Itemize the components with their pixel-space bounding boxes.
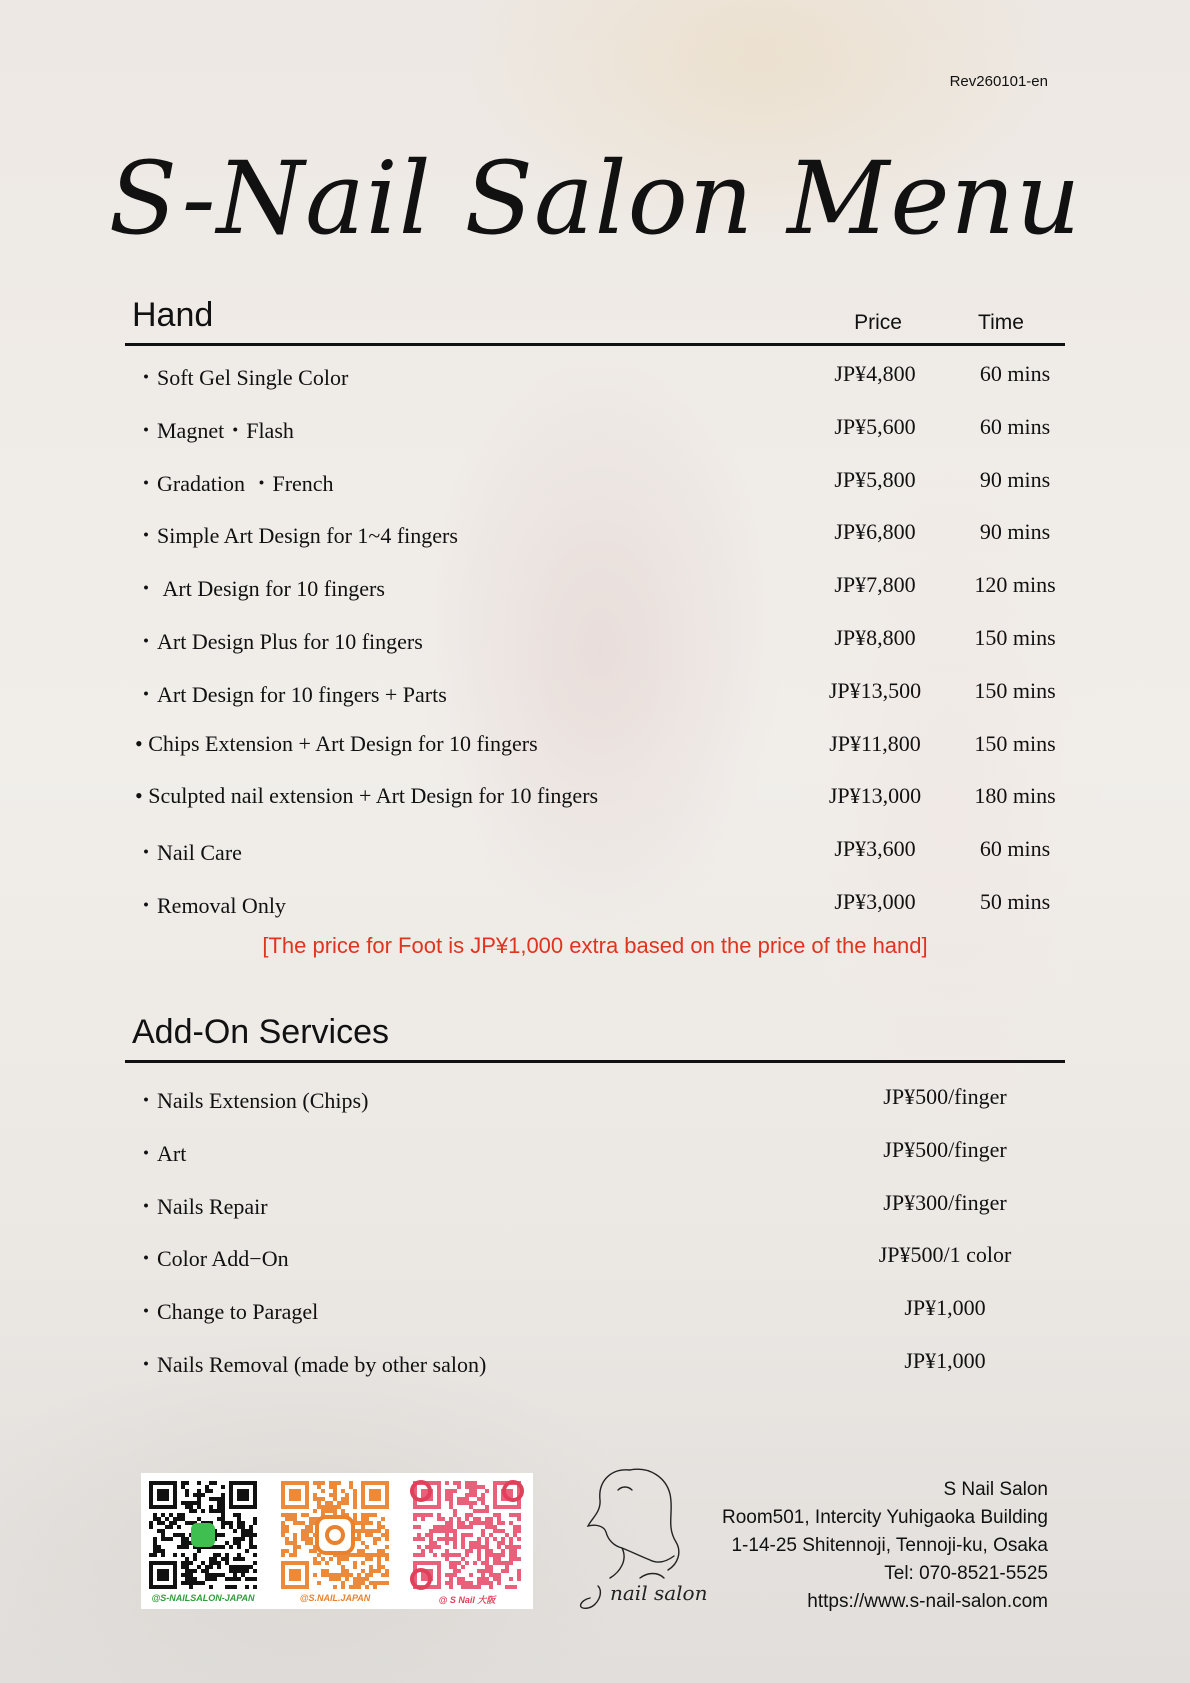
addon-row — [135, 1334, 1055, 1387]
item-time: 150 mins — [974, 678, 1056, 703]
item-name: ・Nails Extension (Chips) — [135, 1088, 369, 1113]
line-icon — [191, 1523, 215, 1547]
item-price: JP¥13,500 — [828, 678, 922, 703]
addon-row — [135, 1281, 1055, 1334]
item-time: 60 mins — [979, 414, 1051, 439]
instagram-qr-label: @S.NAIL.JAPAN — [299, 1593, 371, 1603]
item-time: 90 mins — [979, 467, 1051, 492]
page-title: S-Nail Salon Menu — [108, 140, 1082, 257]
time-column-header: Time — [978, 311, 1024, 334]
item-price: JP¥3,600 — [834, 836, 916, 861]
item-time: 180 mins — [974, 783, 1056, 808]
item-time: 50 mins — [979, 889, 1051, 914]
addon-row — [135, 1228, 1055, 1281]
qr-code-strip — [141, 1473, 533, 1609]
item-time: 150 mins — [974, 625, 1056, 650]
item-price: JP¥500/1 color — [878, 1242, 1012, 1267]
revision-label: Rev260101-en — [949, 73, 1048, 90]
item-price: JP¥300/finger — [883, 1190, 1007, 1215]
salon-name: S Nail Salon — [943, 1479, 1048, 1500]
phone-number[interactable]: Tel: 070-8521-5525 — [884, 1563, 1048, 1584]
item-name: ・Art — [135, 1141, 187, 1166]
menu-row — [135, 453, 1055, 506]
item-time: 60 mins — [979, 361, 1051, 386]
map-qr-code[interactable] — [409, 1479, 525, 1591]
item-time: 90 mins — [979, 519, 1051, 544]
item-time: 60 mins — [979, 836, 1051, 861]
addon-row — [135, 1176, 1055, 1229]
item-price: JP¥3,000 — [834, 889, 916, 914]
salon-logo — [570, 1460, 740, 1612]
item-price: JP¥5,600 — [834, 414, 916, 439]
address-line-1: Room501, Intercity Yuhigaoka Building — [721, 1507, 1048, 1528]
item-price: JP¥6,800 — [834, 519, 916, 544]
addon-row — [135, 1123, 1055, 1176]
instagram-qr-code[interactable] — [277, 1479, 393, 1591]
item-name: ・ Art Design for 10 fingers — [135, 576, 385, 601]
menu-row — [135, 558, 1055, 611]
menu-row — [135, 611, 1055, 664]
hand-section-title: Hand — [132, 296, 214, 334]
item-price: JP¥500/finger — [883, 1084, 1007, 1109]
item-name: ・Change to Paragel — [135, 1299, 319, 1324]
item-name: • Chips Extension + Art Design for 10 fingers — [135, 731, 538, 756]
item-name: ・Art Design for 10 fingers + Parts — [135, 682, 447, 707]
item-name: ・Nails Removal (made by other salon) — [135, 1352, 487, 1377]
item-price: JP¥8,800 — [834, 625, 916, 650]
foot-price-note: [The price for Foot is JP¥1,000 extra based on the price of the hand] — [262, 933, 928, 958]
website-link[interactable]: https://www.s-nail-salon.com — [807, 1591, 1048, 1612]
line-qr-label: @S-NAILSALON-JAPAN — [151, 1593, 255, 1603]
menu-row — [135, 769, 1055, 822]
logo-text: nail salon — [610, 1581, 708, 1605]
addon-row — [135, 1070, 1055, 1123]
item-price: JP¥11,800 — [829, 731, 921, 756]
contact-block — [722, 1476, 1048, 1616]
item-time: 120 mins — [974, 572, 1056, 597]
item-name: ・Gradation ・French — [135, 471, 334, 496]
item-name: ・Magnet・Flash — [135, 418, 294, 443]
menu-row — [135, 822, 1055, 875]
item-name: ・Removal Only — [135, 893, 286, 918]
item-name: ・Nail Care — [135, 840, 242, 865]
item-name: ・Art Design Plus for 10 fingers — [135, 629, 423, 654]
item-name: ・Soft Gel Single Color — [135, 365, 349, 390]
item-name: ・Color Add−On — [135, 1246, 289, 1271]
item-price: JP¥7,800 — [834, 572, 916, 597]
menu-row — [135, 347, 1055, 400]
hand-section-header — [125, 296, 1065, 346]
item-price: JP¥13,000 — [828, 783, 922, 808]
menu-row — [135, 505, 1055, 558]
line-qr-code[interactable] — [145, 1479, 261, 1591]
map-qr-label: @ S Nail 大阪 — [438, 1595, 496, 1605]
item-name: • Sculpted nail extension + Art Design for 10 fingers — [135, 783, 599, 808]
item-price: JP¥5,800 — [834, 467, 916, 492]
item-name: ・Nails Repair — [135, 1194, 268, 1219]
addon-section-header — [125, 1013, 1065, 1063]
item-price: JP¥500/finger — [883, 1137, 1007, 1162]
menu-row — [135, 664, 1055, 717]
item-price: JP¥1,000 — [904, 1295, 986, 1320]
item-price: JP¥1,000 — [904, 1348, 986, 1373]
item-time: 150 mins — [974, 731, 1056, 756]
menu-row — [135, 875, 1055, 928]
instagram-icon — [317, 1517, 353, 1553]
price-column-header: Price — [854, 311, 902, 334]
addon-section-title: Add-On Services — [132, 1013, 389, 1051]
item-name: ・Simple Art Design for 1~4 fingers — [135, 523, 458, 548]
item-price: JP¥4,800 — [834, 361, 916, 386]
menu-row — [135, 717, 1055, 770]
address-line-2: 1-14-25 Shitennoji, Tennoji-ku, Osaka — [731, 1535, 1048, 1556]
menu-row — [135, 400, 1055, 453]
